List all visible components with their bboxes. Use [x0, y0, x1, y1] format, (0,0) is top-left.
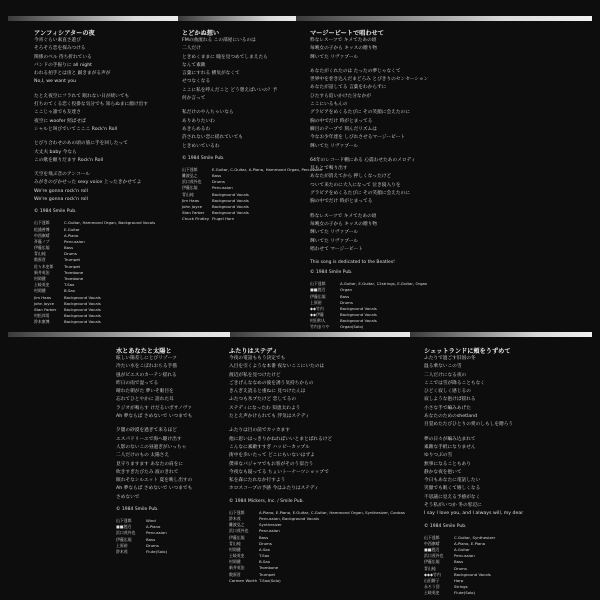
- lyric-line: ここでは雪が降ることもなく: [424, 380, 485, 386]
- lyric-line: こんなに素敵すすぎ ハッピーカップル: [229, 444, 310, 450]
- credit-name: Stan Farber: [34, 306, 57, 312]
- lyric-line: We're gonna rock'n roll: [34, 188, 88, 194]
- credit-role: Drums: [259, 540, 272, 546]
- lyric-line: 今日もあなたに電話したい: [424, 478, 481, 484]
- lyric-line: 今夜なも寝ってる ちょいトーナーツショップで: [229, 469, 329, 475]
- credit-role: Background Vocals: [212, 210, 249, 216]
- credits-list: [229, 510, 414, 584]
- credit-role: Strings: [454, 584, 468, 590]
- lyric-line: We're gonna rock'n roll: [34, 197, 88, 203]
- credit-name: 土岐英史: [229, 553, 245, 559]
- dedication-note: This song is dedicated to the Beatles!: [310, 260, 395, 266]
- credit-role: Percussion: [259, 528, 280, 534]
- credits-list: [424, 535, 599, 597]
- lyric-line: 晴れた朝がた 夢いそ眼目を: [116, 389, 174, 395]
- lyric-line: グラビアをめくるたびに その笑顔に会えたのに: [310, 191, 410, 197]
- lyric-line: あなたのためのshetland: [424, 414, 478, 420]
- top-left-divider-bar: [8, 16, 188, 21]
- lyric-line: 今夜の電話ももう決定でも: [229, 356, 286, 361]
- credit-name: 村岡健: [229, 559, 241, 565]
- song-section-3: [310, 28, 495, 331]
- credit-role: Background Vocals: [340, 318, 377, 324]
- lyric-line: 今なお少年達を しびれさせるマージービート: [310, 135, 405, 141]
- lyric-line: ここに私を呼んだこと どう想えばいいの？予: [182, 87, 278, 93]
- credit-name: ■■渡辺: [424, 547, 440, 553]
- top-right-divider-bar: [296, 16, 592, 21]
- credit-name: ◆◆伊藤: [310, 312, 324, 318]
- lyric-line: 忘れてひとやかに 語れた耳: [116, 397, 174, 403]
- credit-role: E.Guitar: [64, 226, 80, 232]
- credit-role: Flute(Solo): [146, 548, 168, 554]
- lyric-line: 小さな手で編みあげた: [424, 405, 471, 411]
- credit-name: 村岡健: [34, 276, 46, 282]
- credit-role: Trumpet: [259, 571, 276, 577]
- credits-list: [34, 220, 174, 325]
- lyric-line: 粋なレスーツで キメてたあの頃: [310, 213, 377, 219]
- song-title: 水とあなたと太陽と: [116, 348, 172, 355]
- lyric-line: バンドの手振りに all night: [34, 62, 93, 68]
- lyric-line: ホロスコープの予感 今はふたりはステディ: [229, 486, 319, 492]
- credit-role: A.Piano: [64, 232, 79, 238]
- lyric-line: 渡辺が私を見つけたけど: [229, 372, 281, 378]
- lyric-line: そろそろ恋を探みつける: [34, 46, 86, 52]
- lyric-line: ついて来たのに大人になって 泣き寝入りを: [310, 182, 401, 188]
- credit-name: 土岐英史: [424, 590, 440, 596]
- credit-role: Percussion: [454, 553, 475, 559]
- lyrics-list: [424, 355, 599, 519]
- lyric-line: No,I, we want you: [34, 79, 77, 85]
- credit-role: Background Vocals: [212, 203, 249, 209]
- lyric-line: エスパドリーユで海へ駆け出す: [116, 436, 182, 442]
- credit-name: 山田勝子: [424, 577, 440, 583]
- lyric-line: シャルと叫びでいてこここ Rock'n Roll: [34, 126, 118, 132]
- lyric-line: ふたりで過ごす旧国の冬: [424, 356, 476, 361]
- credit-name: 斉藤ノブ: [34, 238, 50, 244]
- middle-mid-divider-bar: [230, 332, 430, 337]
- credit-role: B.Sax: [259, 559, 271, 565]
- credit-role: Background Vocals: [340, 305, 377, 311]
- credit-role: Bass: [259, 534, 269, 540]
- song-title: ふたりはステディ: [229, 348, 278, 355]
- copyright-text: © 1984 Smile Pub.: [182, 155, 225, 161]
- credit-name: 山下達郎: [310, 281, 326, 287]
- lyrics-list: [116, 355, 226, 502]
- credit-role: Background Vocals: [64, 313, 101, 319]
- credit-name: 山下達郎: [116, 518, 132, 524]
- credit-name: 浜口茂外也: [229, 528, 249, 534]
- song-section-5: [229, 346, 414, 584]
- credit-role: Background Vocals: [454, 571, 491, 577]
- credit-name: Carmen Worth: [229, 577, 258, 583]
- lyric-line: I say I love you, and I always will, my dear: [424, 511, 524, 517]
- lyric-line: 胸の中でだけ 時がとまってる: [310, 118, 373, 124]
- credit-name: ◆◆◆竹内: [424, 571, 441, 577]
- credit-name: 上原裕: [116, 542, 128, 548]
- lyric-line: 街中を歩いたって どこにもいないはずよ: [229, 453, 315, 459]
- lyric-line: ゆりつぶの雪: [424, 453, 453, 459]
- credit-role: Wind: [146, 518, 156, 524]
- credit-name: 新井英治: [34, 269, 50, 275]
- lyric-line: 人影のないこの昼過ぎがいっちゃ: [116, 444, 187, 450]
- credit-name: 浜口茂外也: [424, 553, 444, 559]
- lyric-line: 天空を飛ぶ音のアンコール: [34, 172, 90, 178]
- lyric-line: 耳もとで鳴り出す: [310, 166, 348, 172]
- credit-role: Organ(Solo): [340, 324, 364, 330]
- lyric-line: われる拍手とは宙と 踊きまがる声が: [34, 71, 111, 77]
- lyric-line: 笑顔でも眠くて嬉しくなる: [424, 486, 481, 492]
- credit-name: 山下達郎: [182, 166, 198, 172]
- credit-role: C.Guitar, Hammond Organ, Background Vocals: [64, 220, 156, 226]
- credit-role: Trumpet: [64, 263, 81, 269]
- credit-name: 伊藤広規: [229, 534, 245, 540]
- middle-left-divider-bar: [8, 332, 258, 337]
- lyric-line: あなたが消えてから 押しくなったけど: [310, 174, 392, 180]
- lyric-line: 私を森にたれなか行すよう: [229, 478, 286, 484]
- lyric-line: そう私がいつか 冬の窓辺に: [424, 503, 482, 509]
- lyric-line: 毎晩女の子から キッスの贈り物: [310, 46, 378, 52]
- song-title: マージービートで唱わせて: [310, 30, 384, 37]
- credit-role: Drums: [454, 565, 467, 571]
- lyric-line: とびり合わせのあの頃の旅に手を回したって: [34, 141, 128, 147]
- lyric-line: ときめくままに 瞳を見つめてしまえたら: [182, 54, 268, 60]
- credit-row: [182, 216, 302, 222]
- credit-role: Trombone: [64, 269, 84, 275]
- credit-role: Percussion: [64, 238, 85, 244]
- lyric-line: 瞬目のテープで 刻んだリズムは: [310, 126, 377, 132]
- credit-role: Background Vocals: [64, 294, 101, 300]
- lyric-line: 毎晩女の子から キッスの贈り物: [310, 221, 378, 227]
- lyric-line: 夕闇の砂漠を過ぎて来るほど: [116, 428, 177, 434]
- lyric-line: 無事になることもあり: [424, 461, 471, 467]
- lyric-line: 不思議に見える予感がなく: [424, 494, 481, 500]
- lyric-line: ラジオが鳴らす けだるいボサノヴァ: [116, 405, 193, 411]
- lyric-line: たとえ夜空にフラれて 眠れない日が続いても: [34, 93, 130, 99]
- credit-row: [116, 549, 226, 555]
- lyric-line: ふたつも氷ブたけど 恋してるの: [229, 397, 297, 403]
- credit-role: Flugel Horn: [212, 216, 235, 222]
- credit-role: Background Vocals: [340, 312, 377, 318]
- credit-role: Background Vocals: [64, 306, 101, 312]
- credit-role: Trumpet: [64, 257, 81, 263]
- copyright-text: © 1984 Smile Pub.: [310, 270, 353, 276]
- credit-role: Drums: [212, 179, 225, 185]
- credit-name: 青山純: [229, 540, 241, 546]
- lyric-line: なんて素敵: [182, 62, 206, 68]
- lyric-line: たとえ声かけられても 浮気はステディ: [229, 414, 310, 420]
- credit-name: 数原晋: [34, 257, 46, 263]
- song-section-4: [116, 346, 226, 555]
- credit-role: T.Sax: [64, 282, 75, 288]
- credit-role: Trombone: [64, 276, 84, 282]
- credit-name: 鈴木康博: [34, 319, 50, 325]
- lyric-line: 風がビエスのカーテン揺れる: [116, 372, 177, 378]
- lyric-line: ここにいるもんの: [310, 102, 348, 108]
- lyric-line: あなたが話してる 言葉をわからずに: [310, 85, 387, 91]
- lyric-line: 輝いてた リヴァプール: [310, 230, 359, 236]
- credit-role: Drums: [340, 299, 353, 305]
- credit-name: 数原晋: [229, 571, 241, 577]
- copyright-text: © 1984 Smile Pub.: [116, 507, 159, 513]
- credit-name: 土岐英史: [34, 282, 50, 288]
- credit-row: [310, 324, 495, 330]
- credit-name: 伊藤広規: [424, 559, 440, 565]
- credit-name: 浜口茂外也: [116, 530, 136, 536]
- song-title: シェットランドに頬をうずめて: [424, 348, 511, 355]
- credit-name: Chuck Findley: [182, 216, 210, 222]
- lyric-line: きんぎえ読ると重ねに 見つけたんは: [229, 389, 306, 395]
- credit-name: 青山純: [424, 565, 436, 571]
- lyric-line: ありありたいわ: [182, 118, 215, 124]
- lyric-line: ひどく寂しく感じるの: [424, 389, 471, 395]
- lyric-line: 夢の日々が編み込まれて: [424, 436, 476, 442]
- lyric-line: 二人だけのもの 太陽さえ: [116, 453, 170, 459]
- lyric-line: グラビアをめくるたびに その笑顔に会えたのに: [310, 110, 410, 116]
- credit-name: ◆◆竹内: [310, 305, 324, 311]
- credit-role: Percussion: [212, 185, 233, 191]
- lyric-line: 言葉にすれる 横気がなくて: [182, 71, 240, 77]
- lyric-line: 輝いてた リヴァプール: [310, 143, 359, 149]
- credit-role: Background Vocals: [64, 300, 101, 306]
- lyric-line: 二人だけになる夜の: [424, 372, 467, 378]
- credit-role: T.Sax(Solo): [259, 577, 281, 583]
- song-section-1: [34, 28, 174, 326]
- credit-role: A.Sax: [259, 546, 270, 552]
- credit-row: [229, 578, 414, 584]
- credit-role: A.Piano: [146, 524, 161, 530]
- credit-name: John Joyce: [182, 203, 203, 209]
- lyric-line: 輝いてた リヴァプール: [310, 54, 359, 60]
- credit-role: Bass: [454, 559, 464, 565]
- lyric-line: 粋なレスーツで キメてたあの頃: [310, 38, 377, 43]
- credit-name: 村岡健: [229, 546, 241, 552]
- credit-role: Synthesizer: [259, 522, 282, 528]
- lyrics-list: [34, 37, 174, 204]
- lyric-line: 見守りますます あなたの肩をに: [116, 461, 184, 467]
- credit-name: 上原裕: [310, 299, 322, 305]
- lyric-line: 温る乗ないこの雪: [424, 364, 462, 370]
- lyric-line: 関係のベル 待ち折れている: [34, 54, 92, 60]
- lyric-line: 昨日の雨で湿ってる: [116, 380, 159, 386]
- credit-name: Jim Haas: [34, 294, 51, 300]
- credit-name: 中西康晴: [34, 232, 50, 238]
- credit-name: 鈴木茂: [116, 548, 128, 554]
- lyric-line: 大丈夫 baby 今なら: [34, 149, 77, 155]
- copyright-text: © 1984 Mickers, Inc. / Smile Pub.: [229, 498, 304, 504]
- credit-role: Drums: [146, 542, 159, 548]
- lyric-line: あなたがくれたのは たったの夢じゃなくて: [310, 68, 401, 74]
- credit-name: 山下達郎: [34, 220, 50, 226]
- middle-right-divider-bar: [410, 332, 592, 337]
- credit-role: Bass: [146, 536, 156, 542]
- lyrics-list: [310, 37, 495, 254]
- credit-row: [424, 590, 599, 596]
- credit-name: 松浦善博: [34, 226, 50, 232]
- credit-name: 鈴木茂: [229, 515, 241, 521]
- credits-list: [182, 166, 323, 223]
- lyric-line: 僕車なパジャマでもお客がそのう似合う: [229, 461, 314, 467]
- lyric-line: 私だけのやんちゃいなら: [182, 110, 234, 116]
- credit-name: ■■渡辺: [116, 524, 132, 530]
- lyric-line: Ah 夢ならば さめないで いつまでも: [116, 486, 193, 492]
- lyric-line: 胸の中でだけ 時がとまってる: [310, 199, 373, 205]
- credit-role: Background Vocals: [64, 319, 101, 325]
- lyric-line: 許されない恋に揺れていても: [182, 135, 243, 141]
- lyric-line: 今宵ぐらい素直さ遊び: [34, 38, 81, 43]
- lyric-line: ここじゃ誰でも友達さ: [34, 110, 81, 116]
- credit-row: [34, 319, 174, 325]
- copyright-text: © 1984 Smile Pub.: [34, 209, 77, 215]
- credit-name: 新井英治: [229, 565, 245, 571]
- credit-name: ■■渡辺: [310, 287, 326, 293]
- lyric-line: 寂しような抱けば揺れる: [424, 397, 476, 403]
- credit-name: 村田和人: [310, 318, 326, 324]
- credits-list: [116, 518, 226, 555]
- lyric-line: 夜空に woofer 照ばせば: [34, 118, 86, 124]
- credit-role: A.Piano, E.Piano, E.Guitar, C.Guitar, Hammond Organ, Synthesizer, Conbas: [259, 509, 405, 515]
- lyric-line: 何か言って: [182, 96, 206, 102]
- credit-name: 永ろう団: [424, 584, 440, 590]
- credit-name: 難波弘之: [182, 173, 198, 179]
- credit-name: 難波弘之: [229, 522, 245, 528]
- lyric-line: 64年のレコード棚にある 心震わせたあのメロディ: [310, 157, 416, 163]
- lyric-line: 吹きすぎたびたみ 波のきれて: [116, 469, 179, 475]
- credit-role: A.Guitar: [454, 547, 470, 553]
- credit-name: 伊藤広規: [182, 185, 198, 191]
- lyric-line: あきらめるわ: [182, 126, 211, 132]
- lyric-line: ときめいているわ: [182, 143, 220, 149]
- credit-name: 浜口茂外也: [182, 179, 202, 185]
- credit-role: B.Sax: [64, 288, 76, 294]
- credit-role: Background Vocals: [212, 197, 249, 203]
- credit-role: Percussion: [146, 530, 167, 536]
- credit-name: 山下達郎: [229, 509, 245, 515]
- lyric-line: 眩しい陽差しにとびリゾーツ: [116, 356, 177, 361]
- lyric-line: ふたりは目の前でカッカます: [229, 428, 290, 434]
- credit-role: Organ: [340, 287, 352, 293]
- credit-name: 青山純: [182, 191, 194, 197]
- lyric-line: Ah 夢ならば さめないで いつまでも: [116, 414, 193, 420]
- credit-role: Flute(Solo): [454, 590, 476, 596]
- credit-name: Jim Haas: [182, 197, 199, 203]
- credit-role: Drums: [64, 251, 77, 257]
- top-mid-divider-bar: [178, 16, 308, 21]
- credit-role: Harp: [454, 577, 464, 583]
- credit-role: T.Sax: [259, 553, 270, 559]
- credit-name: 山下達郎: [424, 534, 440, 540]
- song-title: アンフィシアターの夜: [34, 30, 95, 37]
- song-section-2: [182, 28, 323, 223]
- lyric-line: 冷たい水をこぼれおちる手描: [116, 364, 177, 370]
- lyric-line: 素敵な手紙になりません: [424, 444, 476, 450]
- lyric-line: ステディになったわ 知恵太わよう: [229, 405, 301, 411]
- credit-role: Trombone: [259, 565, 279, 571]
- credit-name: 中西康晴: [424, 540, 440, 546]
- lyric-line: この歌を頼りだます Rock'n Roll: [34, 157, 104, 163]
- lyric-line: 唱わせて マージービート: [310, 246, 363, 252]
- lyric-line: ひたすら追いかけた分なかが: [310, 93, 371, 99]
- credit-role: Bass: [64, 245, 74, 251]
- lyric-line: 二人だけ: [182, 46, 201, 52]
- credit-name: John Joyce: [34, 300, 55, 306]
- lyric-line: せつなくなる: [182, 79, 211, 85]
- lyric-line: 世界中を巻き込んだまどろみ とびきりのセンセーション: [310, 77, 429, 83]
- copyright-text: © 1984 Smile Pub.: [424, 523, 467, 529]
- lyric-line: 眠れそなシルエット 夏を映し出すの: [116, 478, 193, 484]
- credit-name: 村岡健: [34, 288, 46, 294]
- lyric-line: 目覚めたたびひとりの愛のしもしを贈ろう: [424, 422, 514, 428]
- lyric-line: 静かな夜を抱いて: [424, 469, 462, 475]
- song-section-6: [424, 346, 599, 597]
- lyric-line: 他に思いはっきりかねればいいとまとばれるけど: [229, 436, 333, 442]
- credit-role: E.Guitar, C.Guitar, A.Piano, Hammond Organ, Percussion: [212, 166, 323, 172]
- lyric-line: ごきげんななめの彼を誘う気持ちからの: [229, 380, 314, 386]
- credit-name: 青山純: [34, 251, 46, 257]
- credit-role: Bass: [212, 173, 222, 179]
- credit-role: A.Guitar, E.Guitar, 12strings, E.Guitar, Organ: [340, 281, 428, 287]
- credit-name: 村松邦男: [34, 313, 50, 319]
- credit-name: 佐々木史郎: [34, 263, 54, 269]
- song-title: とどかぬ想い: [182, 30, 220, 37]
- lyric-line: 輝いてた リヴァプール: [310, 238, 359, 244]
- lyric-line: 打ちのてくる恋く投掛な気分でも 知らぬまに顔け出す: [34, 102, 148, 108]
- lyric-line: 入目を引くような本番 夜ないここにいたのは: [229, 364, 325, 370]
- credit-name: 竹内まりや: [310, 324, 330, 330]
- credit-name: 伊藤広規: [116, 536, 132, 542]
- credits-list: [310, 281, 495, 331]
- credit-name: 伊藤広規: [34, 245, 50, 251]
- credit-role: C.Guitar, Synthesizer: [454, 534, 496, 540]
- lyric-line: みがきのびかせった sexy voice 上ったきかせてよ: [34, 180, 142, 186]
- lyric-line: さめないで: [116, 494, 140, 500]
- credit-role: Bass: [340, 293, 350, 299]
- credit-name: Stan Farber: [182, 210, 205, 216]
- credit-role: Background Vocals: [212, 191, 249, 197]
- lyrics-list: [229, 355, 414, 494]
- credit-role: A.Piano, E.Piano: [454, 540, 486, 546]
- credit-name: 伊藤広規: [310, 293, 326, 299]
- lyrics-list: [182, 37, 302, 151]
- credit-role: Percussion, Background Vocals: [259, 515, 319, 521]
- lyric-line: FMの曲流れる この部屋にいるのは: [182, 38, 256, 43]
